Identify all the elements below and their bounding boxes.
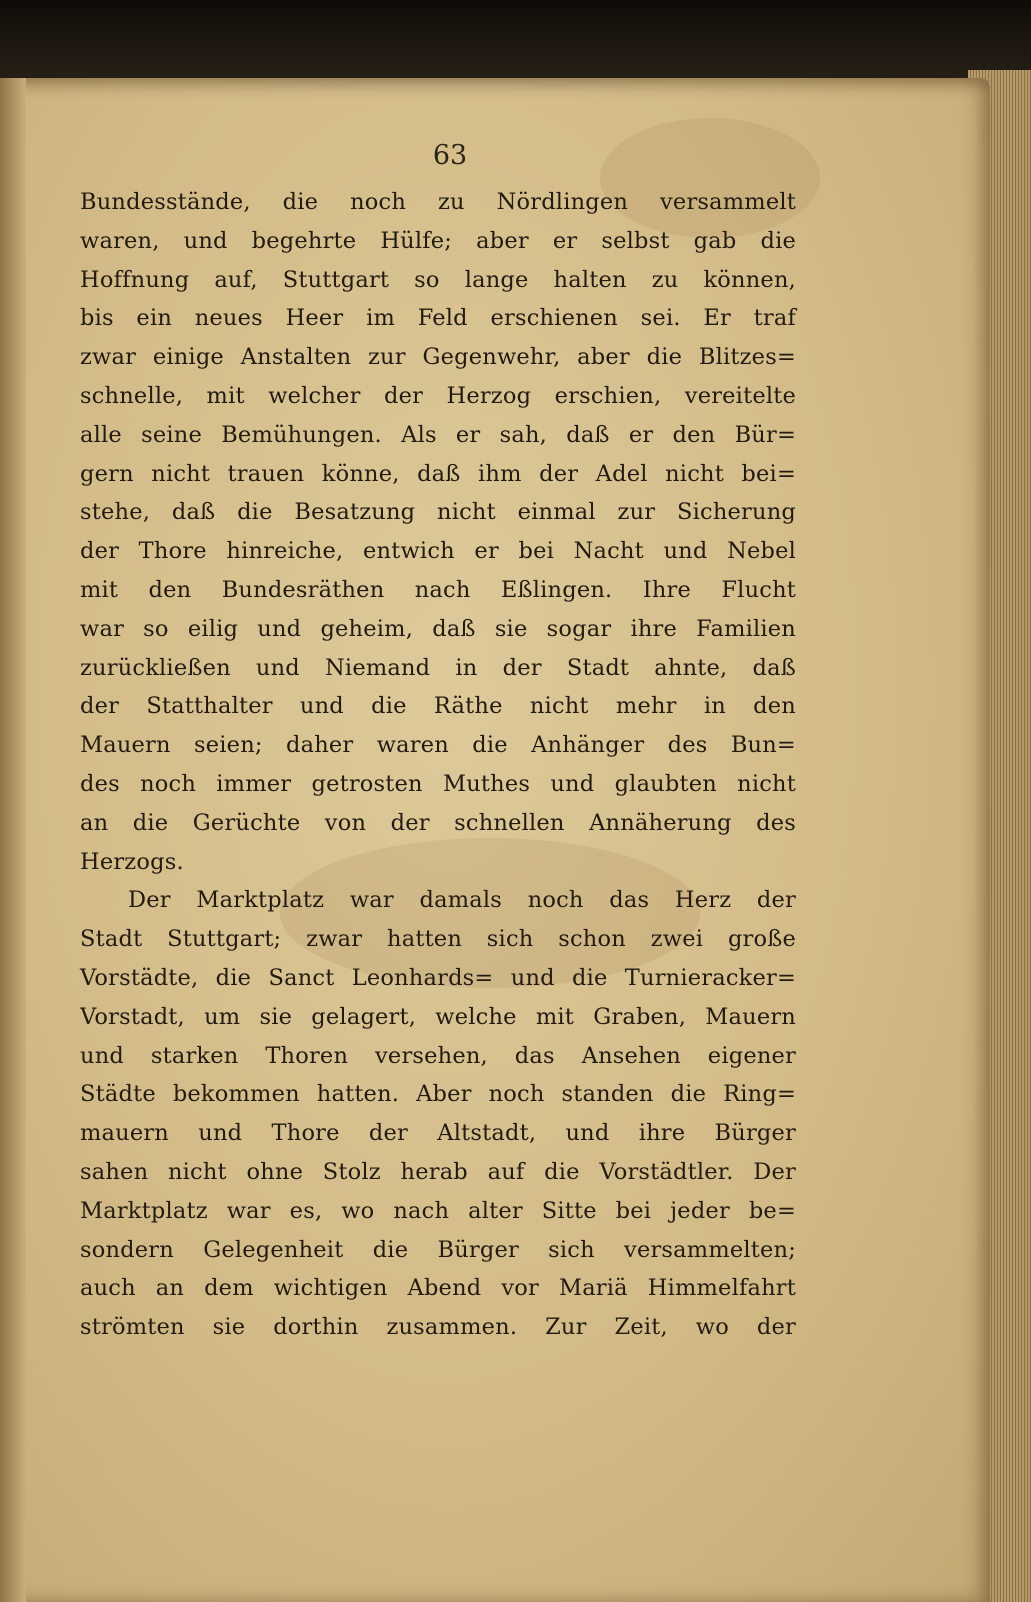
text-line: des noch immer getrosten Muthes und glaubten nicht: [80, 770, 796, 797]
text-line: bis ein neues Heer im Feld erschienen sei. Er traf: [80, 305, 796, 332]
text-line: Vorstadt, um sie gelagert, welche mit Graben, Mauern: [80, 1003, 796, 1030]
text-line: strömten sie dorthin zusammen. Zur Zeit, wo der: [80, 1314, 796, 1341]
text-line: sondern Gelegenheit die Bürger sich versammelten;: [80, 1236, 796, 1263]
book-page: [0, 78, 990, 1602]
text-line: Herzogs.: [80, 848, 184, 875]
text-line: stehe, daß die Besatzung nicht einmal zur Sicherung: [80, 499, 796, 526]
text-line: Bundesstände, die noch zu Nördlingen versammelt: [80, 189, 796, 215]
text-line: mit den Bundesräthen nach Eßlingen. Ihre Flucht: [80, 576, 796, 603]
body-text: [80, 183, 796, 1347]
text-line: war so eilig und geheim, daß sie sogar ihre Familien: [80, 615, 796, 642]
text-line: zurückließen und Niemand in der Stadt ahnte, daß: [80, 654, 796, 681]
text-line: Mauern seien; daher waren die Anhänger des Bun=: [80, 732, 796, 759]
text-line: schnelle, mit welcher der Herzog erschien, vereitelte: [80, 382, 796, 409]
page-gutter: [0, 78, 26, 1602]
text-line: der Statthalter und die Räthe nicht mehr in den: [80, 693, 796, 720]
text-line: Hoffnung auf, Stuttgart so lange halten zu können,: [80, 266, 796, 293]
text-line: alle seine Bemühungen. Als er sah, daß er den Bür=: [80, 421, 796, 448]
text-line: waren, und begehrte Hülfe; aber er selbst gab die: [80, 227, 796, 254]
text-line: auch an dem wichtigen Abend vor Mariä Himmelfahrt: [80, 1275, 796, 1302]
text-line: Der Marktplatz war damals noch das Herz der: [128, 887, 796, 914]
text-line: zwar einige Anstalten zur Gegenwehr, aber die Blitzes=: [80, 344, 796, 371]
text-line: Vorstädte, die Sanct Leonhards= und die Turnieracker=: [80, 964, 796, 991]
text-line: mauern und Thore der Altstadt, und ihre Bürger: [80, 1120, 796, 1147]
text-line: an die Gerüchte von der schnellen Annäherung des: [80, 809, 796, 836]
text-line: Stadt Stuttgart; zwar hatten sich schon zwei große: [80, 926, 796, 953]
text-line: und starken Thoren versehen, das Ansehen eigener: [80, 1042, 796, 1069]
text-line: der Thore hinreiche, entwich er bei Nacht und Nebel: [80, 538, 796, 565]
text-line: Marktplatz war es, wo nach alter Sitte bei jeder be=: [80, 1197, 796, 1224]
text-line: sahen nicht ohne Stolz herab auf die Vorstädtler. Der: [80, 1158, 796, 1185]
page-number: 63: [432, 140, 468, 171]
text-line: gern nicht trauen könne, daß ihm der Adel nicht bei=: [80, 460, 796, 487]
text-line: Städte bekommen hatten. Aber noch standen die Ring=: [80, 1081, 796, 1108]
